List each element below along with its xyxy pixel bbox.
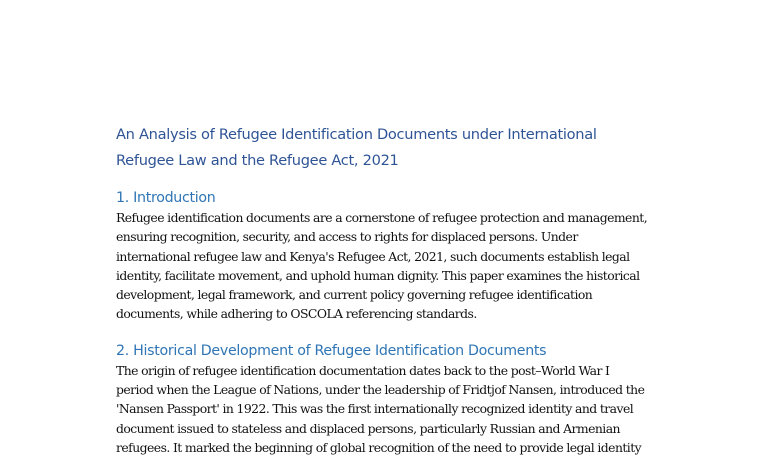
introduction-paragraph [116,208,676,324]
section-heading-introduction: 1. Introduction [116,190,216,206]
paragraph-line: The origin of refugee identification documentation dates back to the post–World War I [116,362,610,378]
paragraph-line: ensuring recognition, security, and access to rights for displaced persons. Under [116,229,578,245]
paragraph-line: international refugee law and Kenya's Refugee Act, 2021, such documents establish legal [116,248,630,264]
document-body [116,122,676,457]
paragraph-line: documents, while adhering to OSCOLA referencing standards. [116,306,477,322]
title-line: Refugee Law and the Refugee Act, 2021 [116,152,399,169]
historical-development-paragraph [116,361,676,457]
paragraph-line: refugees. It marked the beginning of global recognition of the need to provide legal identity [116,439,642,455]
paragraph-line: identity, facilitate movement, and uphold human dignity. This paper examines the historical [116,267,640,283]
paragraph-line: development, legal framework, and current policy governing refugee identification [116,287,593,303]
section-heading-historical-development: 2. Historical Development of Refugee Identification Documents [116,342,547,359]
document-title [116,122,676,174]
paragraph-line: period when the League of Nations, under the leadership of Fridtjof Nansen, introduced the [116,382,645,398]
title-line: An Analysis of Refugee Identification Documents under International [116,126,597,143]
paragraph-line: 'Nansen Passport' in 1922. This was the first internationally recognized identity and travel [116,401,634,417]
paragraph-line: Refugee identification documents are a cornerstone of refugee protection and management, [116,210,648,225]
paragraph-line: document issued to stateless and displaced persons, particularly Russian and Armenian [116,420,620,436]
